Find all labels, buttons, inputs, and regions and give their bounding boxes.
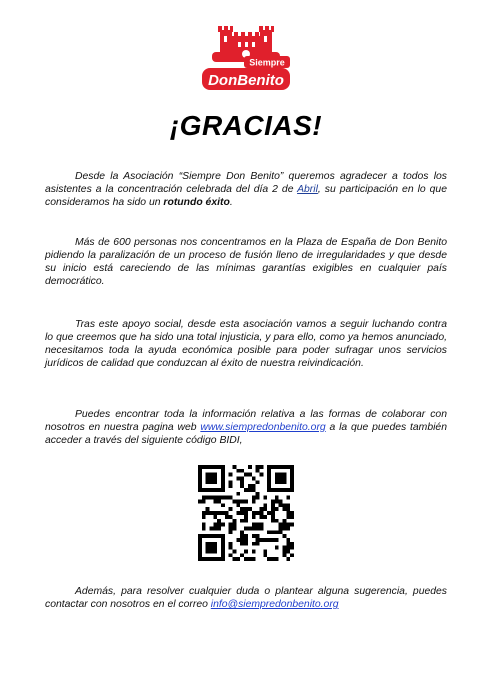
p4-text-b: a la que puedes también acceder a través del siguiente código BIDI,: [45, 422, 447, 446]
paragraph-concentration: Más de 600 personas nos concentramos en la Plaza de España de Don Benito pidiendo la paralización de un proceso de fusión lleno de irregularidades y que desde su inicio está careciendo de las mínimas garantías exigibles en cualquier país democrático.: [45, 237, 447, 287]
p1-date-april: Abril: [297, 184, 318, 195]
logo-line1: Siempre: [249, 57, 285, 68]
p1-text-c: , su participación en lo que consideramos ha sido un: [45, 184, 447, 208]
p1-rotundo-exito: rotundo éxito: [163, 197, 230, 208]
paragraph-website: [45, 408, 447, 447]
p5-text-a: Además, para resolver cualquier duda o plantear alguna sugerencia, puedes contactar con nosotros en el correo: [45, 586, 447, 610]
qr-code-icon[interactable]: [198, 465, 294, 561]
siempre-don-benito-logo: [198, 22, 294, 96]
paragraph-contact: [45, 585, 447, 611]
p4-text-a: Puedes encontrar toda la información relativa a las formas de colaborar con nosotros en nuestra pagina web: [45, 409, 447, 433]
email-link[interactable]: info@siempredonbenito.org: [210, 599, 339, 610]
website-link[interactable]: www.siempredonbenito.org: [200, 422, 326, 433]
p1-text-e: .: [229, 197, 233, 208]
paragraph-support: Tras este apoyo social, desde esta asociación vamos a seguir luchando contra lo que creemos que ha sido una total injusticia, y para ello, como ya hemos anunciado, necesitamos toda la ayuda económica posible para poder sufragar unos servicios jurídicos de calidad que conduzcan al éxito de nuestra reivindicación.: [45, 319, 447, 369]
page-title: ¡GRACIAS!: [169, 110, 323, 141]
paragraph-thanks: [45, 170, 447, 209]
logo-line2: DonBenito: [208, 72, 284, 89]
p1-text-a: Desde la Asociación “Siempre Don Benito” queremos agradecer a todos los asistentes a la concentración celebrada del día 2 de: [45, 171, 447, 195]
